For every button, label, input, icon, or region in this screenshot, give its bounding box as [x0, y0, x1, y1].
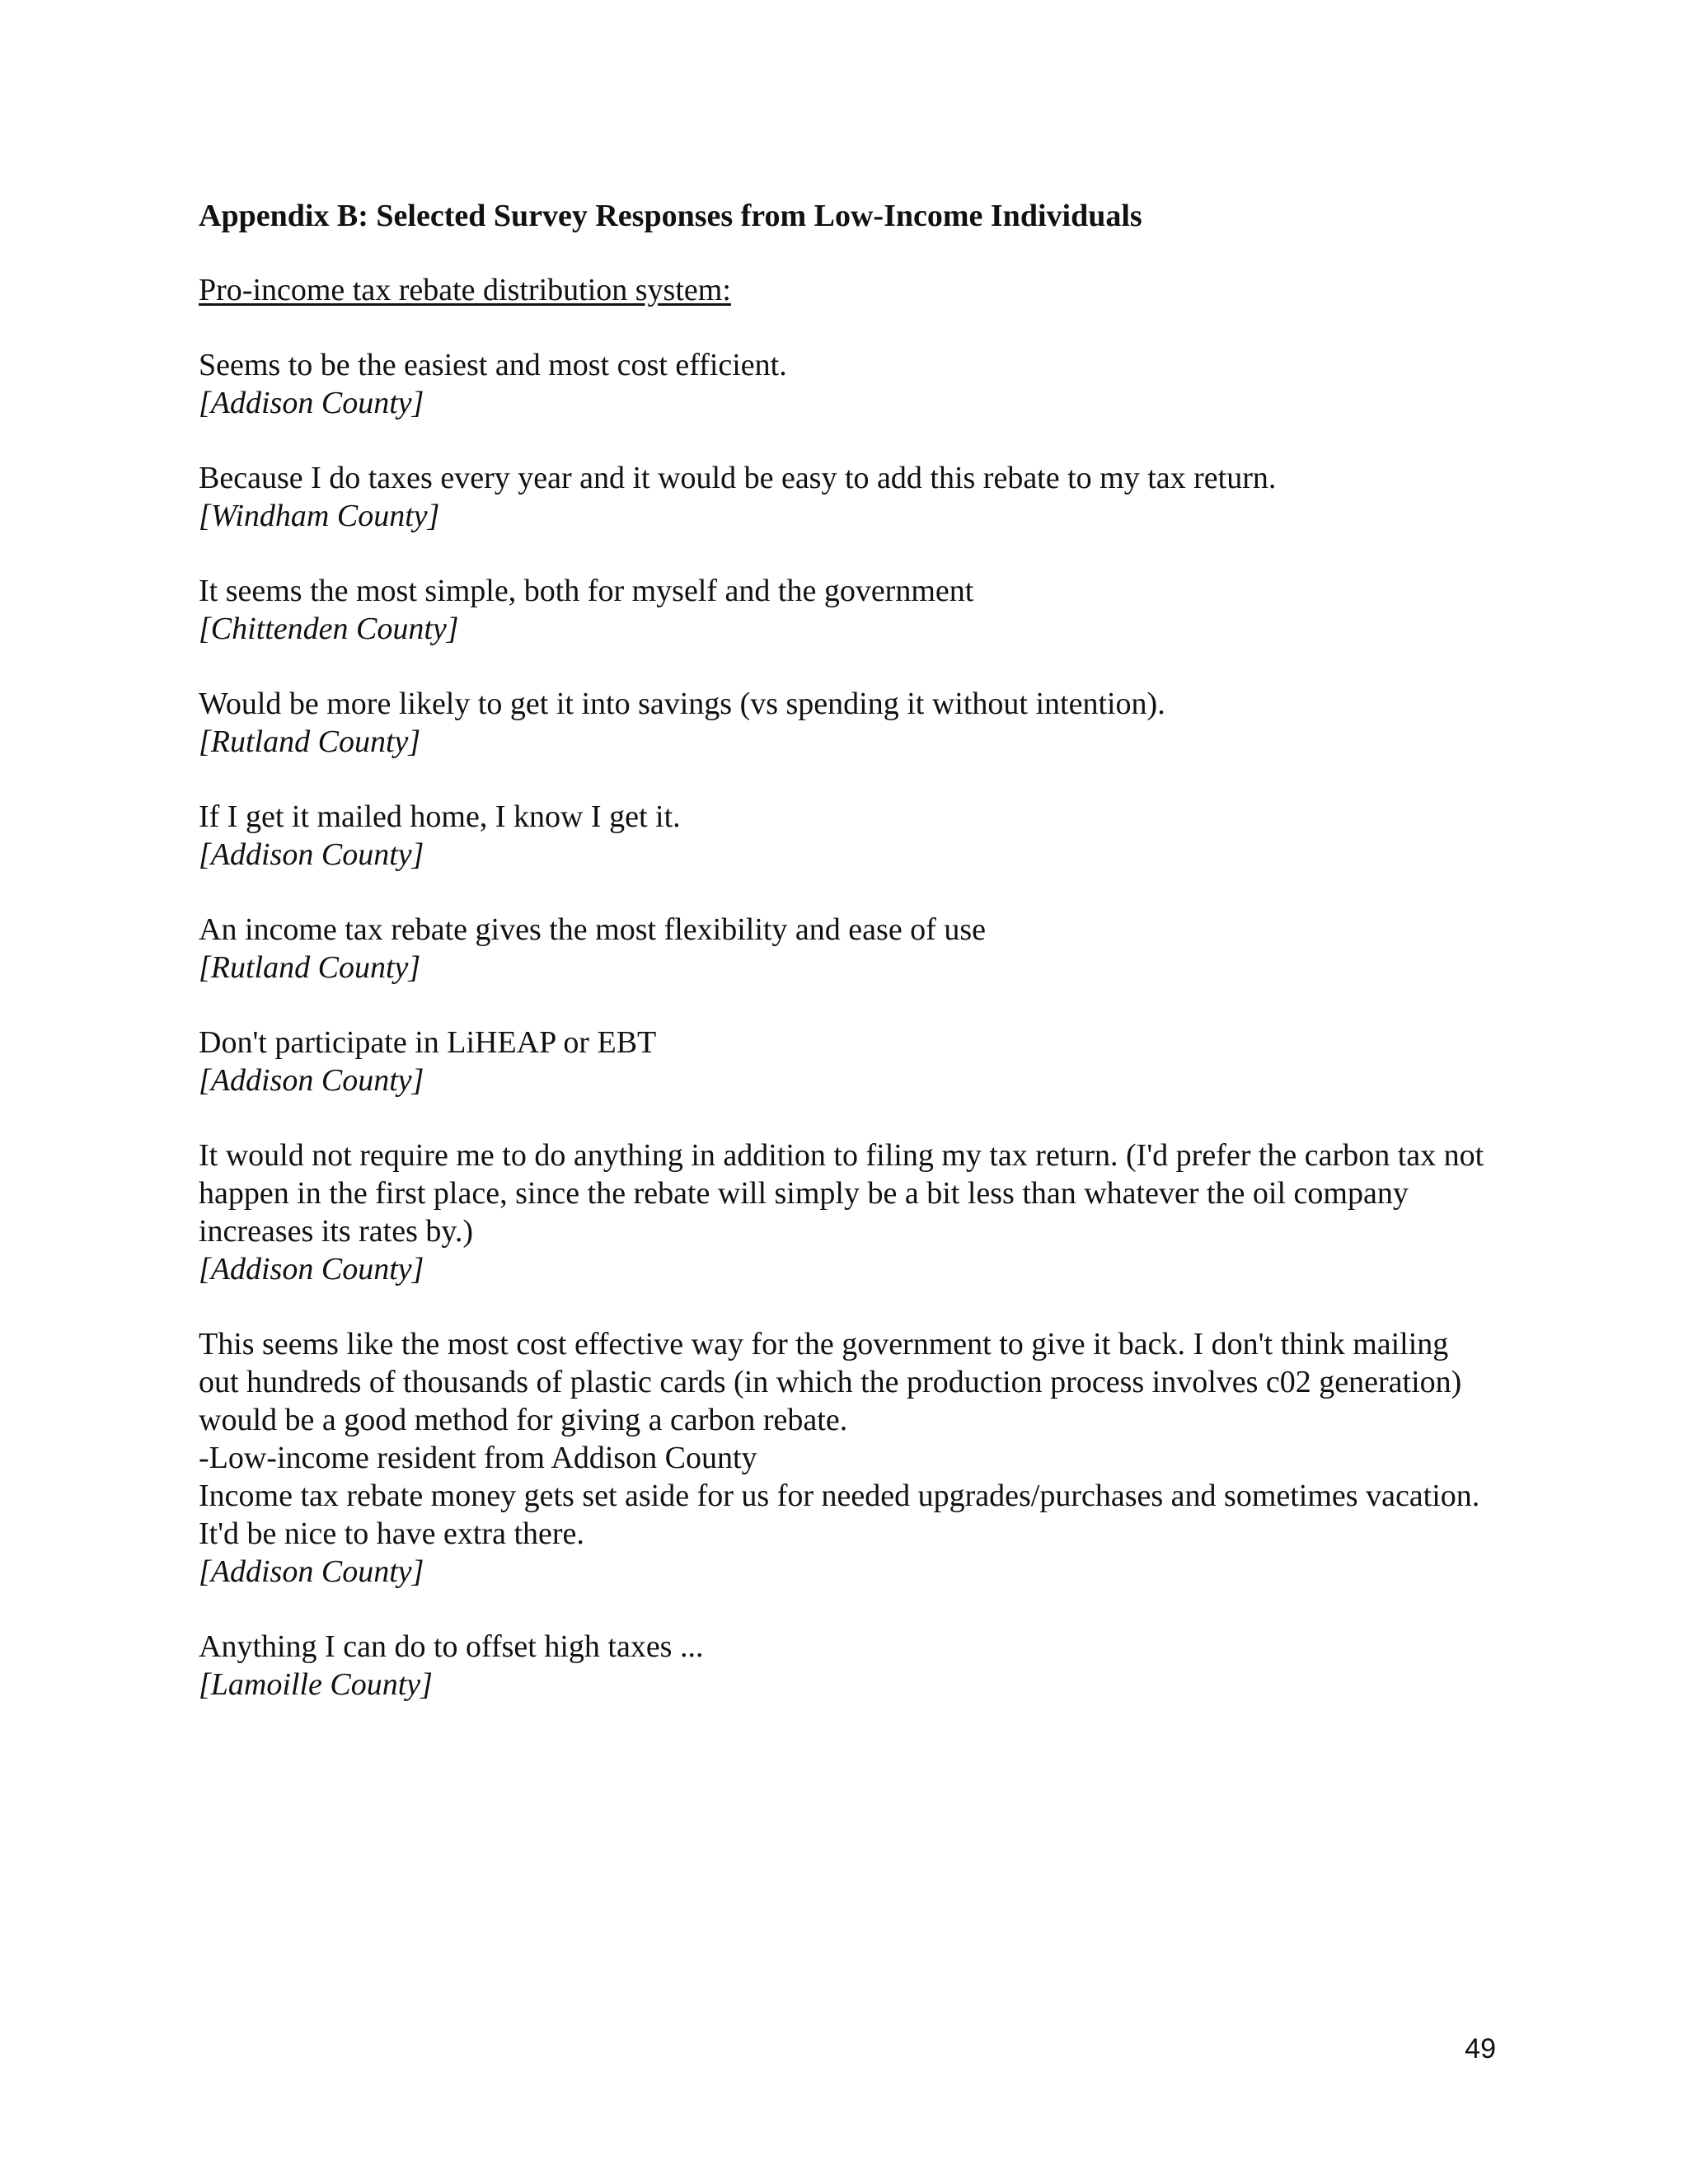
response-text: Seems to be the easiest and most cost efficient. [199, 348, 787, 382]
page-number: 49 [1465, 2033, 1496, 2064]
survey-response [199, 911, 1493, 987]
survey-response [199, 572, 1493, 648]
response-text: An income tax rebate gives the most flexibility and ease of use [199, 912, 986, 947]
response-county: [Rutland County] [199, 724, 421, 759]
response-county: [Addison County] [199, 1063, 424, 1098]
response-text: Because I do taxes every year and it would be easy to add this rebate to my tax return. [199, 461, 1277, 495]
response-text: If I get it mailed home, I know I get it. [199, 799, 681, 834]
survey-response [199, 1137, 1493, 1288]
survey-response [199, 459, 1493, 535]
section-heading: Pro-income tax rebate distribution system: [199, 273, 731, 307]
response-text: It would not require me to do anything in addition to filing my tax return. (I'd prefer the carbon tax not happen in the first place, since the rebate will simply be a bit less than whatever the oil company increases its rates by.) [199, 1138, 1484, 1249]
response-county: [Addison County] [199, 386, 424, 420]
response-county: [Addison County] [199, 1554, 424, 1589]
survey-response [199, 1024, 1493, 1099]
survey-response [199, 1628, 1493, 1704]
survey-response [199, 346, 1493, 422]
response-text-continued: Income tax rebate money gets set aside for us for needed upgrades/purchases and sometimes vacation. It'd be nice to have extra there. [199, 1479, 1480, 1551]
page-content [199, 196, 1493, 1741]
response-county: [Lamoille County] [199, 1667, 433, 1702]
response-text: Anything I can do to offset high taxes ... [199, 1629, 704, 1664]
survey-response [199, 1325, 1493, 1591]
appendix-title: Appendix B: Selected Survey Responses from Low-Income Individuals [199, 199, 1142, 233]
response-county: [Rutland County] [199, 950, 421, 985]
survey-response [199, 685, 1493, 761]
response-county: [Chittenden County] [199, 612, 459, 646]
response-county: [Addison County] [199, 837, 424, 872]
response-text: Would be more likely to get it into savings (vs spending it without intention). [199, 687, 1165, 721]
response-county: [Addison County] [199, 1252, 424, 1286]
response-attribution: -Low-income resident from Addison County [199, 1441, 757, 1475]
response-text: It seems the most simple, both for myself and the government [199, 574, 974, 608]
response-county: [Windham County] [199, 499, 440, 533]
response-text: This seems like the most cost effective way for the government to give it back. I don't think mailing out hundreds of thousands of plastic cards (in which the production process involves c02 generation) would be a good method for giving a carbon rebate. [199, 1327, 1462, 1437]
survey-response [199, 798, 1493, 874]
response-text: Don't participate in LiHEAP or EBT [199, 1025, 657, 1060]
